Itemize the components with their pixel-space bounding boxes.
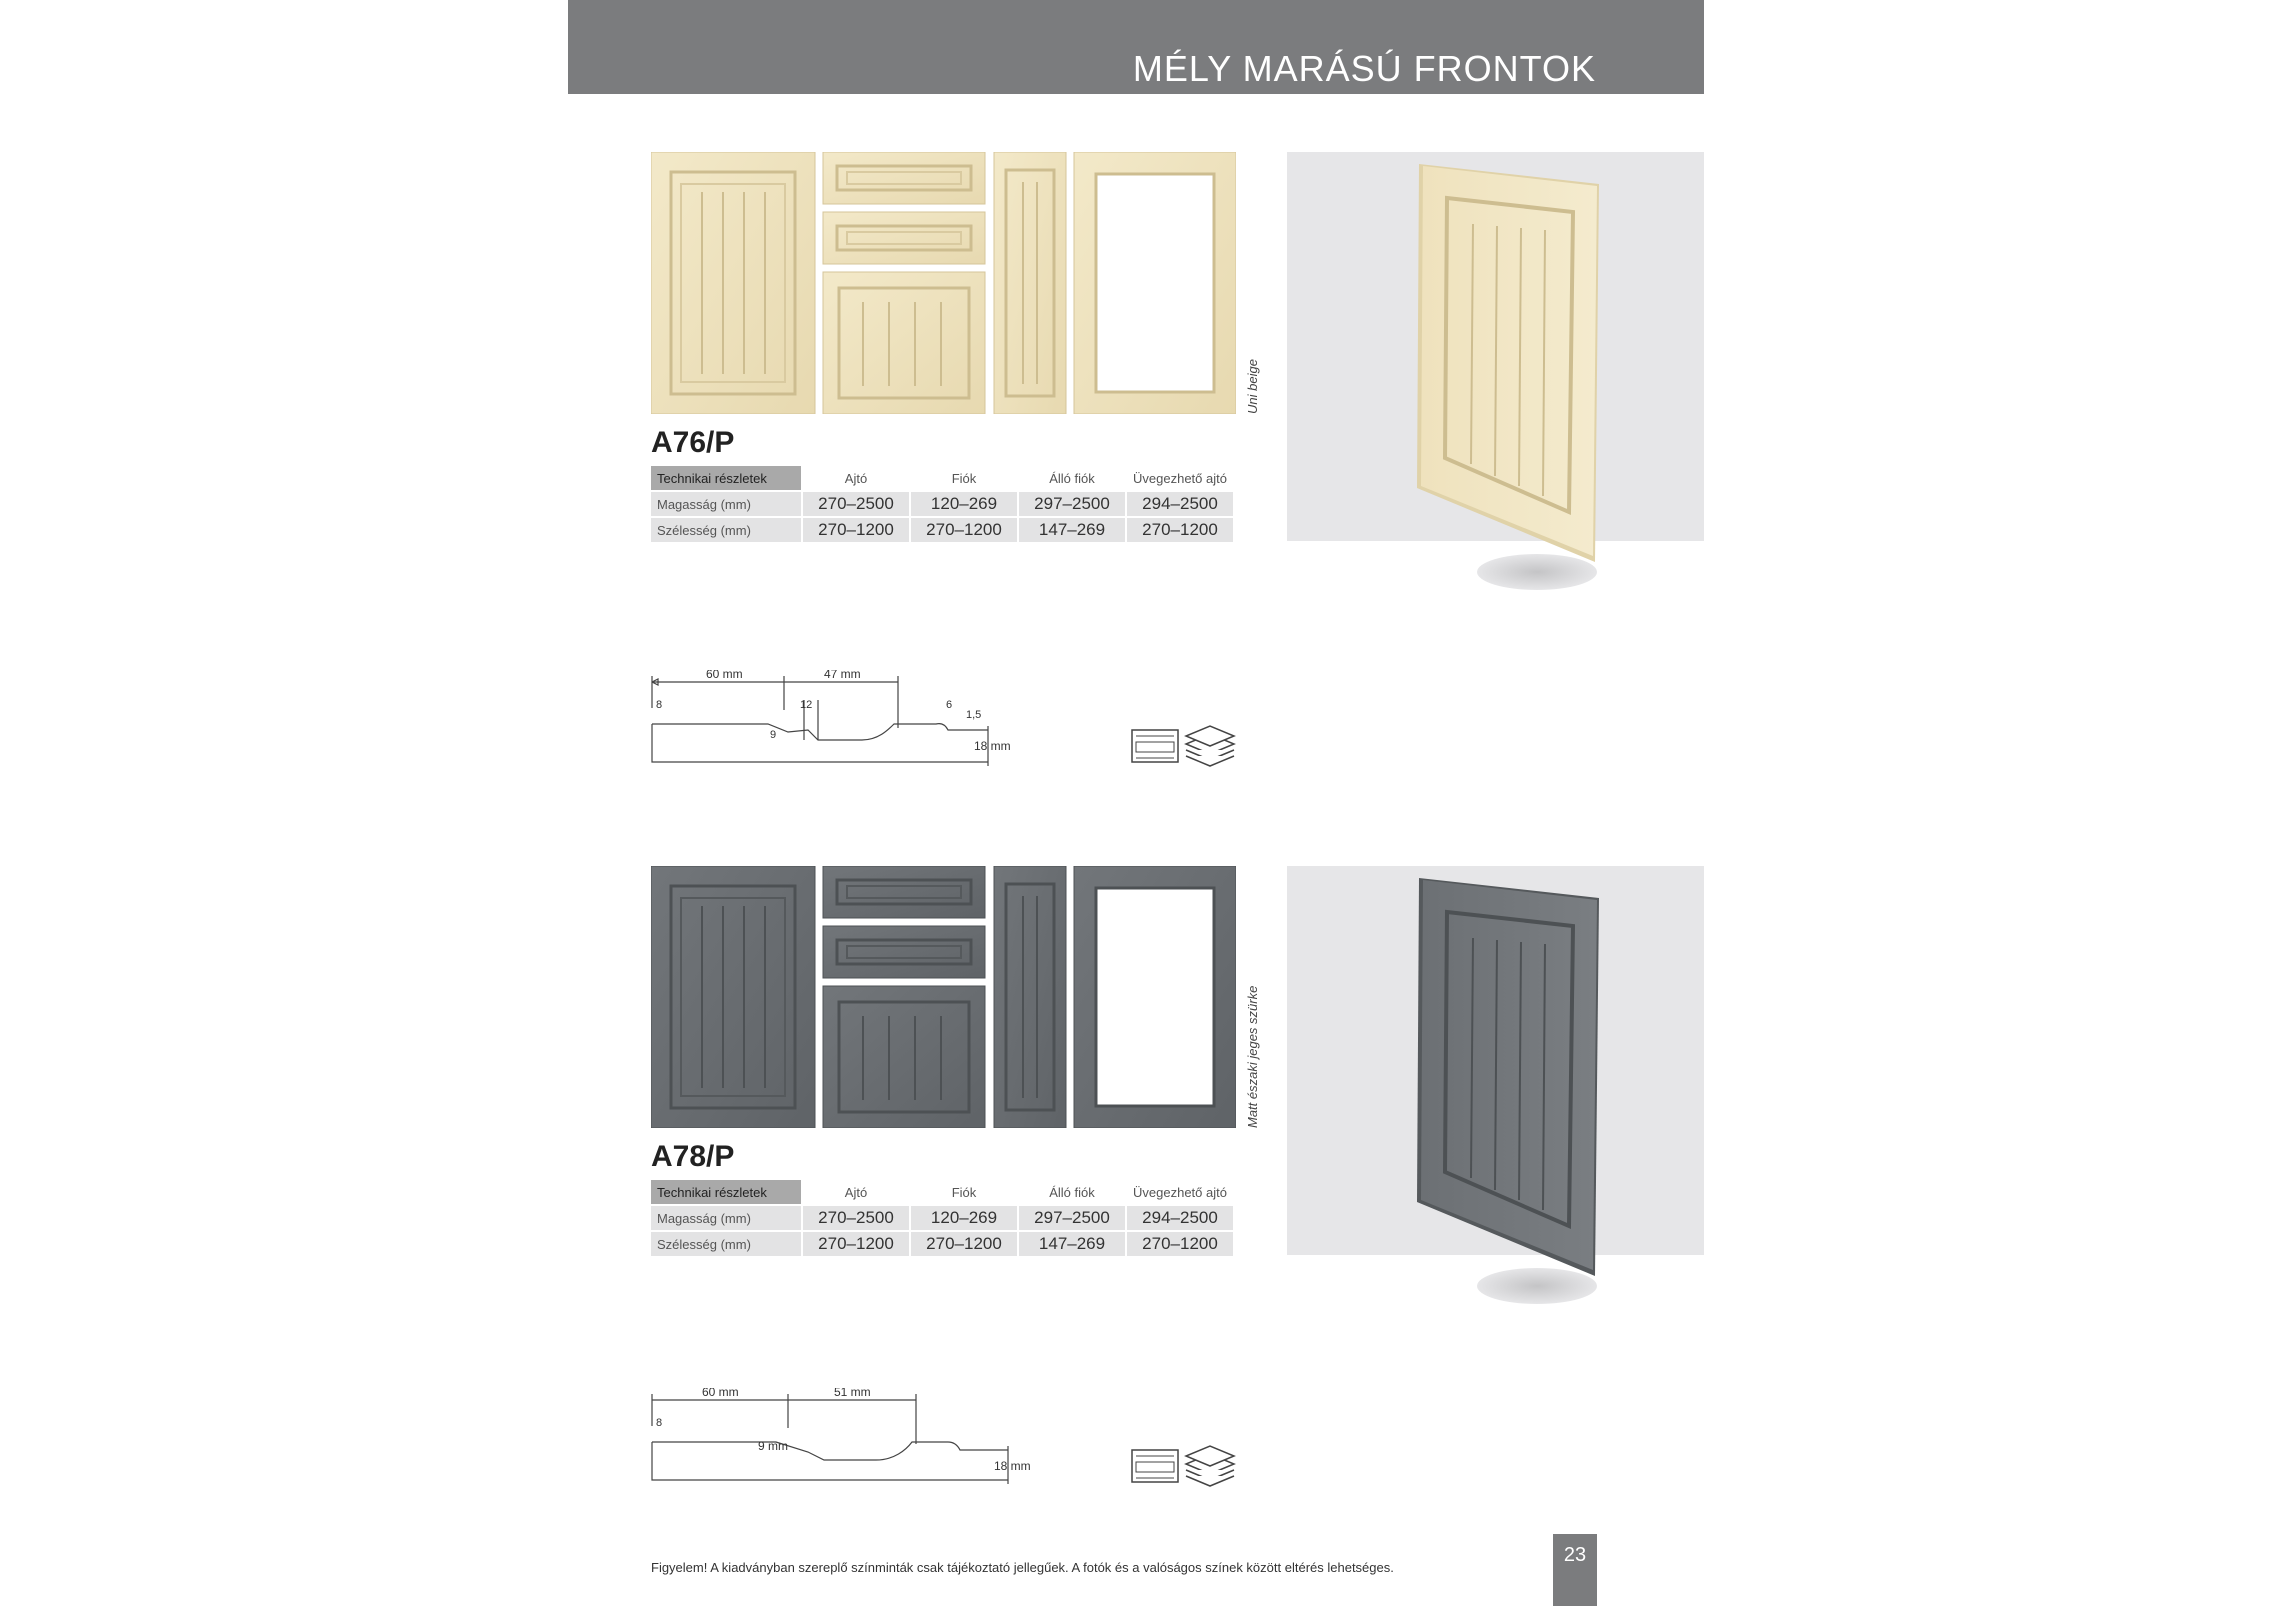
dim-label: 51 mm	[834, 1388, 871, 1399]
table-row	[651, 518, 1233, 542]
glass-frame-front	[1074, 866, 1236, 1128]
table-cell: 294–2500	[1127, 1206, 1233, 1230]
table-row	[651, 1232, 1233, 1256]
row-label: Szélesség (mm)	[651, 1232, 801, 1256]
model-code: A78/P	[651, 1140, 735, 1173]
table-header-cell: Ajtó	[844, 1184, 868, 1200]
dim-label: 8	[656, 1417, 663, 1429]
table-cell: 147–269	[1019, 1232, 1125, 1256]
drawer-front-3	[823, 986, 985, 1128]
spec-table	[649, 1178, 1235, 1258]
finish-icons-a76	[1130, 720, 1240, 770]
table-cell: 270–1200	[911, 1232, 1017, 1256]
table-cell: 270–1200	[911, 518, 1017, 542]
row-label: Magasság (mm)	[651, 492, 801, 516]
table-header-cell: Technikai részletek	[651, 466, 801, 490]
product-photo-a76	[1287, 152, 1704, 541]
door-front	[651, 152, 815, 414]
table-row	[651, 1206, 1233, 1230]
glass-frame-front	[1074, 152, 1236, 414]
header-band	[568, 0, 1704, 94]
finish-icons-a78	[1130, 1440, 1240, 1490]
table-cell: 120–269	[911, 492, 1017, 516]
front-swatches-a78	[651, 866, 1236, 1128]
page-number: 23	[1563, 1544, 1587, 1566]
row-label: Szélesség (mm)	[651, 518, 801, 542]
table-cell: 270–1200	[1127, 518, 1233, 542]
table-header-cell: Álló fiók	[1049, 1184, 1095, 1200]
antik-logo-icon	[1132, 1450, 1178, 1482]
front-swatches-a76	[651, 152, 1236, 414]
dim-label: 47 mm	[824, 670, 861, 681]
product-photo-a78	[1287, 866, 1704, 1255]
dim-label: 9	[770, 729, 777, 741]
dim-label: 1,5	[966, 709, 982, 721]
table-cell: 120–269	[911, 1206, 1017, 1230]
layers-icon	[1186, 726, 1234, 766]
layers-icon	[1186, 1446, 1234, 1486]
row-label: Magasság (mm)	[651, 1206, 801, 1230]
table-cell: 270–2500	[803, 1206, 909, 1230]
narrow-front	[994, 866, 1066, 1128]
dim-label: 60 mm	[702, 1388, 739, 1399]
drawer-front-2	[823, 926, 985, 978]
dim-label: 9 mm	[758, 1439, 788, 1453]
table-cell: 297–2500	[1019, 492, 1125, 516]
antik-logo-icon	[1132, 730, 1178, 762]
table-header-cell: Fiók	[951, 470, 977, 486]
disclaimer-note: Figyelem! A kiadványban szereplő színminták csak tájékoztató jellegűek. A fotók és a valóságos színek között eltérés lehetséges.	[651, 1560, 1394, 1575]
dim-label: 60 mm	[706, 670, 743, 681]
table-header-cell: Fiók	[951, 1184, 977, 1200]
spec-table	[649, 464, 1235, 544]
dim-label: 6	[946, 699, 953, 711]
drawer-front-2	[823, 212, 985, 264]
model-code: A76/P	[651, 426, 735, 459]
edge-profile-drawing-a78	[648, 1388, 1038, 1488]
dim-label: 18 mm	[974, 739, 1011, 753]
table-cell: 294–2500	[1127, 492, 1233, 516]
drawer-front-1	[823, 866, 985, 918]
page-title: MÉLY MARÁSÚ FRONTOK	[1132, 48, 1596, 89]
table-cell: 147–269	[1019, 518, 1125, 542]
table-cell: 270–2500	[803, 492, 909, 516]
table-cell: 270–1200	[1127, 1232, 1233, 1256]
dim-label: 18 mm	[994, 1459, 1031, 1473]
dim-label: 8	[656, 699, 663, 711]
page-number-box	[1553, 1534, 1597, 1606]
color-name-label: Uni beige	[1245, 359, 1260, 414]
table-header-cell: Üvegezhető ajtó	[1133, 470, 1227, 486]
table-header-cell: Álló fiók	[1049, 470, 1095, 486]
dim-label: 12	[800, 699, 813, 711]
table-cell: 270–1200	[803, 518, 909, 542]
drawer-front-1	[823, 152, 985, 204]
table-header-cell: Technikai részletek	[651, 1180, 801, 1204]
table-cell: 297–2500	[1019, 1206, 1125, 1230]
table-header-cell: Ajtó	[844, 470, 868, 486]
table-header-cell: Üvegezhető ajtó	[1133, 1184, 1227, 1200]
color-name-label: Matt északi jeges szürke	[1245, 985, 1260, 1128]
narrow-front	[994, 152, 1066, 414]
table-cell: 270–1200	[803, 1232, 909, 1256]
table-row	[651, 492, 1233, 516]
door-front	[651, 866, 815, 1128]
drawer-front-3	[823, 272, 985, 414]
edge-profile-drawing-a76	[648, 670, 1028, 770]
